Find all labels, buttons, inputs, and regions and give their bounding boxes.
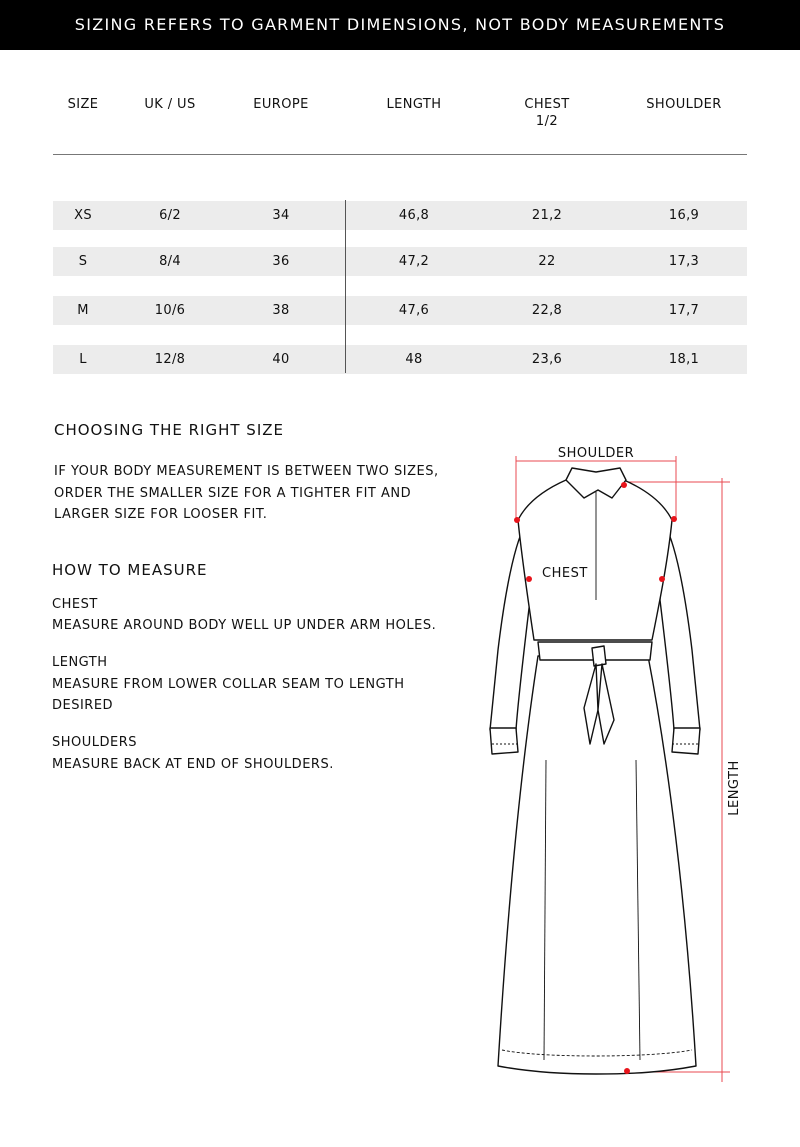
dress-outline <box>490 468 700 1074</box>
cell-uk-us: 6/2 <box>159 208 181 223</box>
cell-uk-us: 8/4 <box>159 254 181 269</box>
choosing-title: CHOOSING THE RIGHT SIZE <box>54 421 284 439</box>
banner: SIZING REFERS TO GARMENT DIMENSIONS, NOT BODY MEASUREMENTS <box>0 0 800 50</box>
header-chest: CHEST 1/2 <box>524 97 570 129</box>
cell-size: L <box>79 352 87 367</box>
cell-length: 47,2 <box>398 254 430 269</box>
cell-europe: 40 <box>272 352 290 367</box>
cell-chest: 21,2 <box>531 208 563 223</box>
cell-chest: 22,8 <box>531 303 563 318</box>
cell-length: 46,8 <box>398 208 430 223</box>
cell-shoulder: 18,1 <box>668 352 700 367</box>
cell-length: 47,6 <box>398 303 430 318</box>
header-length: LENGTH <box>386 97 442 112</box>
cell-length: 48 <box>405 352 423 367</box>
choosing-line-1: IF YOUR BODY MEASUREMENT IS BETWEEN TWO SIZES, <box>54 464 439 479</box>
cell-size: XS <box>74 208 92 223</box>
length-instruction-1: MEASURE FROM LOWER COLLAR SEAM TO LENGTH <box>52 677 405 692</box>
cell-size: M <box>77 303 89 318</box>
cell-europe: 36 <box>272 254 290 269</box>
choosing-line-3: LARGER SIZE FOR LOOSER FIT. <box>54 507 268 522</box>
shoulders-instruction: MEASURE BACK AT END OF SHOULDERS. <box>52 757 334 772</box>
cell-size: S <box>78 254 88 269</box>
shoulders-heading: SHOULDERS <box>52 735 138 750</box>
cell-chest: 23,6 <box>531 352 563 367</box>
cell-uk-us: 10/6 <box>154 303 186 318</box>
header-uk-us: UK / US <box>144 97 196 112</box>
cell-europe: 38 <box>272 303 290 318</box>
how-to-measure-title: HOW TO MEASURE <box>52 561 208 579</box>
cell-chest: 22 <box>538 254 556 269</box>
header-shoulder: SHOULDER <box>646 97 722 112</box>
chest-instruction: MEASURE AROUND BODY WELL UP UNDER ARM HOLES. <box>52 618 437 633</box>
cell-europe: 34 <box>272 208 290 223</box>
cell-shoulder: 17,7 <box>668 303 700 318</box>
cell-shoulder: 16,9 <box>668 208 700 223</box>
shoulder-label: SHOULDER <box>557 446 635 461</box>
length-instruction-2: DESIRED <box>52 698 114 713</box>
chest-heading: CHEST <box>52 597 98 612</box>
cell-uk-us: 12/8 <box>154 352 186 367</box>
length-heading: LENGTH <box>52 655 108 670</box>
header-size: SIZE <box>67 97 99 112</box>
header-europe: EUROPE <box>253 97 309 112</box>
cell-shoulder: 17,3 <box>668 254 700 269</box>
chest-label: CHEST <box>542 566 588 581</box>
choosing-line-2: ORDER THE SMALLER SIZE FOR A TIGHTER FIT AND <box>54 486 412 501</box>
length-label: LENGTH <box>727 760 742 816</box>
